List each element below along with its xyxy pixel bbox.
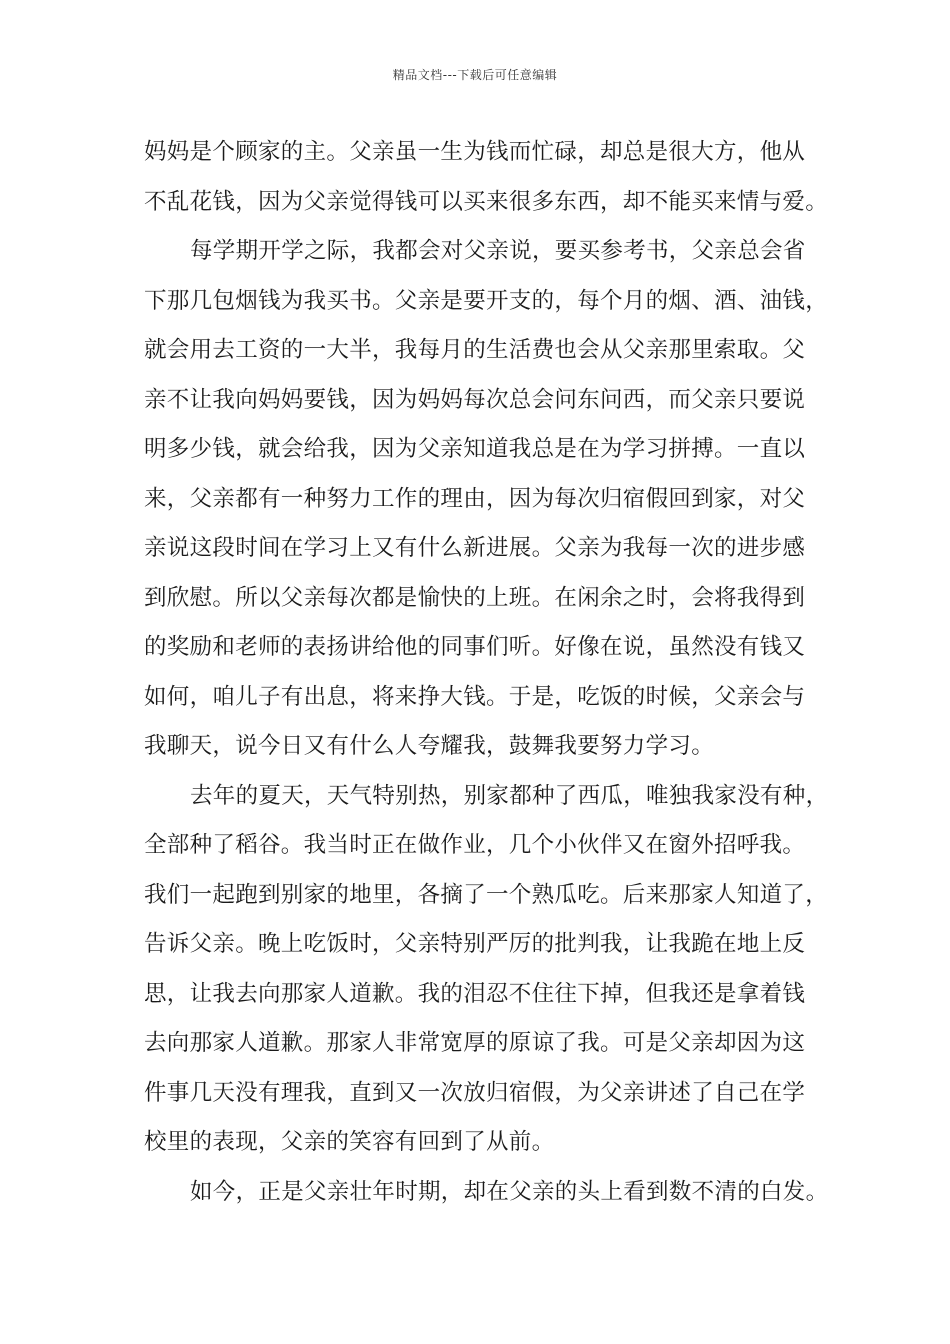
text-line: 的奖励和老师的表扬讲给他的同事们听。好像在说，虽然没有钱又	[144, 634, 806, 660]
text-line: 到欣慰。所以父亲每次都是愉快的上班。在闲余之时，会将我得到	[144, 584, 806, 611]
paragraph-start-line: 去年的夏天，天气特别热，别家都种了西瓜，唯独我家没有种，	[190, 782, 829, 809]
text-line: 思，让我去向那家人道歉。我的泪忍不住往下掉，但我还是拿着钱	[144, 980, 806, 1007]
document-body	[144, 128, 829, 1217]
paragraph-start-line: 每学期开学之际，我都会对父亲说，要买参考书，父亲总会省	[190, 238, 806, 264]
text-line: 就会用去工资的一大半，我每月的生活费也会从父亲那里索取。父	[144, 337, 806, 363]
text-line: 亲不让我向妈妈要钱，因为妈妈每次总会问东问西，而父亲只要说	[144, 386, 806, 413]
text-line: 件事几天没有理我，直到又一次放归宿假，为父亲讲述了自己在学	[144, 1079, 806, 1106]
text-line: 我们一起跑到别家的地里，各摘了一个熟瓜吃。后来那家人知道了，	[144, 881, 829, 908]
text-line: 下那几包烟钱为我买书。父亲是要开支的，每个月的烟、酒、油钱，	[144, 287, 829, 314]
paragraph-start-line: 如今，正是父亲壮年时期，却在父亲的头上看到数不清的白发。	[190, 1178, 829, 1205]
text-line: 来，父亲都有一种努力工作的理由，因为每次归宿假回到家，对父	[144, 485, 806, 512]
text-line: 全部种了稻谷。我当时正在做作业，几个小伙伴又在窗外招呼我。	[144, 832, 806, 858]
text-line: 明多少钱，就会给我，因为父亲知道我总是在为学习拼搏。一直以	[144, 436, 806, 462]
text-line: 我聊天，说今日又有什么人夸耀我，鼓舞我要努力学习。	[144, 733, 715, 759]
text-line: 校里的表现，父亲的笑容有回到了从前。	[144, 1129, 555, 1155]
text-line: 去向那家人道歉。那家人非常宽厚的原谅了我。可是父亲却因为这	[144, 1030, 806, 1056]
text-line: 不乱花钱，因为父亲觉得钱可以买来很多东西，却不能买来情与爱。	[144, 188, 829, 215]
page-header: 精品文档---下载后可任意编辑	[392, 68, 558, 82]
text-line: 妈妈是个顾家的主。父亲虽一生为钱而忙碌，却总是很大方，他从	[144, 139, 806, 165]
text-line: 告诉父亲。晚上吃饭时，父亲特别严厉的批判我，让我跪在地上反	[144, 931, 806, 957]
text-line: 如何，咱儿子有出息，将来挣大钱。于是，吃饭的时候，父亲会与	[144, 683, 806, 710]
text-line: 亲说这段时间在学习上又有什么新进展。父亲为我每一次的进步感	[144, 535, 806, 561]
